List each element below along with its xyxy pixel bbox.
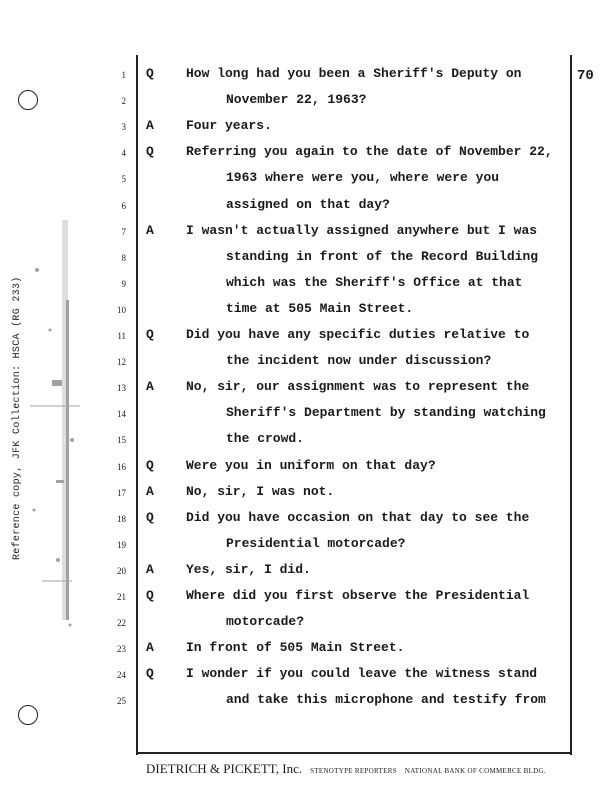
footer [146, 760, 546, 778]
line-number: 3 [121, 122, 126, 133]
line-number: 8 [121, 252, 126, 263]
line-number: 21 [117, 592, 126, 602]
line-text: 1963 where were you, where were you [226, 170, 500, 186]
line-text: How long had you been a Sheriff's Deputy on [186, 66, 522, 81]
line-number: 13 [117, 383, 126, 394]
transcript-line [0, 508, 612, 532]
line-text: Four years. [186, 118, 272, 134]
transcript-line [0, 325, 612, 349]
line-text: the incident now under discussion? [226, 353, 492, 369]
transcript-line [0, 403, 612, 427]
transcript-line [0, 351, 612, 375]
transcript-line [0, 664, 612, 688]
line-text: and take this microphone and testify from [226, 692, 546, 708]
line-number: 20 [117, 565, 126, 576]
line-number: 14 [117, 409, 126, 420]
speaker-label: Q [146, 666, 154, 682]
speaker-label: A [146, 561, 154, 577]
line-text: Did you have occasion on that day to see the [186, 509, 530, 525]
collection-stamp: Reference copy, JFK Collection: HSCA (RG 233) [12, 276, 23, 560]
transcript-line [0, 429, 612, 453]
speaker-label: Q [146, 588, 154, 603]
line-text: standing in front of the Record Building [226, 248, 539, 264]
line-text: Sheriff's Department by standing watching [226, 405, 546, 421]
line-number: 19 [117, 539, 126, 550]
transcript-line [0, 168, 612, 192]
line-number: 9 [121, 278, 126, 289]
footer-rule [136, 752, 572, 754]
line-text: Presidential motorcade? [226, 535, 406, 551]
line-text: No, sir, I was not. [186, 483, 335, 499]
line-text: Where did you first observe the Presidential [186, 588, 530, 603]
transcript-line [0, 456, 612, 480]
speaker-label: A [146, 379, 154, 395]
speaker-label: A [146, 483, 154, 499]
line-number: 1 [121, 70, 126, 80]
transcript-line [0, 64, 612, 88]
speaker-label: A [146, 640, 154, 656]
line-text: the crowd. [226, 431, 305, 447]
line-text: Yes, sir, I did. [186, 561, 311, 577]
speaker-label: Q [146, 457, 154, 473]
transcript-line [0, 482, 612, 506]
line-text: motorcade? [226, 614, 305, 630]
speaker-label: Q [146, 144, 154, 160]
transcript-line [0, 299, 612, 323]
transcript-line [0, 534, 612, 558]
line-text: which was the Sheriff's Office at that [226, 274, 523, 290]
footer-address: NATIONAL BANK OF COMMERCE BLDG. [404, 767, 546, 775]
transcript-line [0, 586, 612, 610]
transcript-line [0, 560, 612, 584]
line-number: 16 [117, 461, 126, 472]
line-number: 23 [117, 644, 126, 655]
page-number: 70 [577, 68, 594, 84]
line-number: 24 [117, 670, 126, 681]
line-number: 22 [117, 618, 126, 629]
line-number: 4 [121, 148, 126, 159]
line-text: Referring you again to the date of November 22, [186, 144, 553, 160]
line-text: In front of 505 Main Street. [186, 640, 405, 656]
line-number: 10 [117, 304, 126, 315]
speaker-label: Q [146, 509, 154, 525]
transcript-line [0, 221, 612, 245]
line-number: 6 [121, 200, 126, 211]
line-number: 11 [117, 331, 126, 341]
line-number: 18 [117, 513, 126, 524]
line-text: Did you have any specific duties relative to [186, 327, 530, 342]
line-number: 12 [117, 357, 126, 368]
transcript-line [0, 377, 612, 401]
transcript-line [0, 247, 612, 271]
line-number: 7 [121, 226, 126, 237]
line-text: No, sir, our assignment was to represent the [186, 379, 530, 395]
transcript-line [0, 90, 612, 114]
line-number: 25 [117, 696, 126, 707]
transcript-line [0, 195, 612, 219]
line-text: I wasn't actually assigned anywhere but I was [186, 222, 538, 238]
line-text: November 22, 1963? [226, 92, 367, 108]
transcript-line [0, 612, 612, 636]
transcript-line [0, 116, 612, 140]
transcript-line [0, 273, 612, 297]
line-text: assigned on that day? [226, 196, 390, 212]
speaker-label: Q [146, 66, 154, 81]
line-number: 15 [117, 435, 126, 446]
speaker-label: Q [146, 327, 154, 342]
footer-reporters: STENOTYPE REPORTERS [310, 767, 397, 775]
transcript-line [0, 142, 612, 166]
line-text: time at 505 Main Street. [226, 300, 414, 316]
footer-company: DIETRICH & PICKETT, Inc. [146, 761, 303, 776]
line-text: I wonder if you could leave the witness stand [186, 666, 538, 682]
line-number: 17 [117, 487, 126, 498]
transcript-line [0, 638, 612, 662]
line-number: 5 [121, 174, 126, 185]
speaker-label: A [146, 222, 154, 238]
line-text: Were you in uniform on that day? [186, 457, 436, 473]
speaker-label: A [146, 118, 154, 134]
transcript-line [0, 690, 612, 714]
line-number: 2 [121, 96, 126, 107]
